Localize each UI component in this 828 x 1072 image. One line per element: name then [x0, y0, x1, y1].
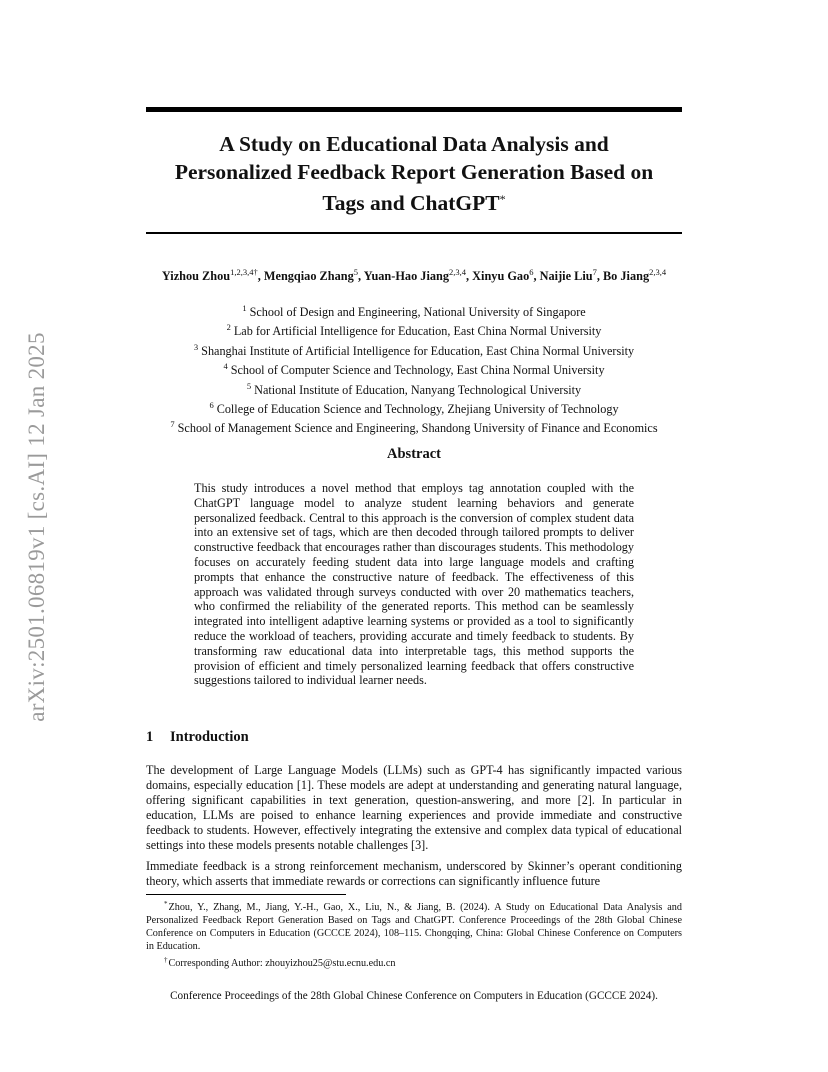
author-name: Yuan-Hao Jiang: [363, 269, 449, 283]
footnote-corresponding-author: [146, 954, 682, 971]
affiliation-number: 4: [223, 361, 228, 372]
affiliation: [120, 340, 708, 359]
affiliation-number: 3: [193, 341, 199, 352]
title-line-1: A Study on Educational Data Analysis and: [219, 132, 609, 156]
section-title: Introduction: [170, 729, 249, 745]
arxiv-identifier: arXiv:2501.06819v1 [cs.AI] 12 Jan 2025: [24, 332, 49, 722]
footnote-mark: †: [164, 955, 168, 964]
author-affiliation-marks: 7: [592, 267, 597, 277]
affiliation-text: Shanghai Institute of Artificial Intelligence for Education, East China Normal University: [201, 343, 635, 358]
affiliation-text: School of Management Science and Engineering, Shandong University of Finance and Economics: [177, 421, 658, 436]
affiliation-list: [120, 301, 708, 437]
arxiv-stamp: [19, 292, 55, 762]
author-name: Yizhou Zhou: [161, 269, 231, 283]
title-bottom-rule: [146, 232, 682, 234]
author-separator: ,: [357, 269, 364, 283]
page-footer: Conference Proceedings of the 28th Global Chinese Conference on Computers in Education (GCCCE 2024).: [170, 990, 658, 1002]
author-name: Xinyu Gao: [472, 269, 530, 283]
author-name: Naijie Liu: [539, 269, 593, 283]
affiliation-number: 5: [246, 380, 252, 391]
introduction-paragraph-2: Immediate feedback is a strong reinforcement mechanism, underscored by Skinner’s operant conditioning theory, which asserts that immediate rewards or corrections can significantly influence future: [146, 859, 682, 888]
title-line-3-text: Tags and ChatGPT: [322, 191, 500, 215]
footnote-text: Corresponding Author: zhouyizhou25@stu.ecnu.edu.cn: [168, 957, 396, 969]
author: [364, 269, 472, 283]
author-separator: ,: [466, 269, 473, 283]
author-name: Mengqiao Zhang: [263, 269, 354, 283]
affiliation-number: 7: [170, 419, 175, 430]
affiliation-text: College of Education Science and Technology, Zhejiang University of Technology: [216, 402, 619, 417]
affiliation: [120, 417, 708, 436]
affiliation: [120, 301, 708, 320]
section-number: 1: [146, 729, 154, 745]
affiliation: [120, 359, 708, 378]
affiliation: [120, 398, 708, 417]
affiliation: [120, 379, 708, 398]
author-separator: ,: [257, 269, 264, 283]
author: [540, 269, 603, 283]
author: [603, 269, 666, 283]
footnotes: [146, 898, 682, 971]
title-line-2: Personalized Feedback Report Generation Based on: [174, 159, 654, 184]
title-line-3: [146, 186, 682, 218]
footnote-citation: [146, 898, 682, 954]
affiliation-text: National Institute of Education, Nanyang Technological University: [254, 382, 582, 397]
author-list: [120, 267, 708, 284]
footnote-rule: [146, 894, 346, 895]
author: [162, 269, 264, 283]
affiliation-text: School of Computer Science and Technology, East China Normal University: [230, 363, 605, 378]
author: [264, 269, 364, 283]
affiliation-number: 1: [242, 303, 247, 313]
author-affiliation-marks: 5: [353, 267, 358, 277]
introduction-paragraph-1: The development of Large Language Models (LLMs) such as GPT-4 has significantly impacted various domains, especially education [1]. These models are adept at understanding and generating natural language, offering significant capabilities in text generation, question-answering, and more [2]. In particular in education, LLMs are poised to enhance learning experiences and provide immediate and constructive feedback to students. However, effectively integrating the extensive and complex data typical of educational settings into these models presents notable challenges [3].: [146, 763, 682, 852]
abstract-heading: Abstract: [387, 446, 441, 462]
affiliation-number: 2: [226, 322, 231, 333]
title-footnote-mark: *: [499, 192, 506, 206]
affiliation: [120, 320, 708, 339]
author: [472, 269, 539, 283]
author-affiliation-marks: 2,3,4: [649, 267, 667, 277]
footnote-text: Zhou, Y., Zhang, M., Jiang, Y.-H., Gao, X., Liu, N., & Jiang, B. (2024). A Study on Educational Data Analysis and Personalized Feedback Report Generation Based on Tags and ChatGPT. Conference Proceedings of the 28th Global Chinese Conference on Computers in Education (GCCCE 2024), 108–115. Chongqing, China: Global Chinese Conference on Computers in Education.: [146, 902, 682, 952]
paper-title: [146, 131, 682, 218]
author-name: Bo Jiang: [602, 269, 650, 283]
footnote-mark: *: [164, 900, 168, 908]
affiliation-text: Lab for Artificial Intelligence for Education, East China Normal University: [233, 324, 602, 339]
author-separator: ,: [596, 269, 603, 283]
title-top-rule: [146, 107, 682, 112]
affiliation-text: School of Design and Engineering, National University of Singapore: [249, 305, 586, 319]
abstract-text: This study introduces a novel method that employs tag annotation coupled with the ChatGPT language model to analyze student learning behaviors and generate personalized feedback. Central to this approach is the conversion of complex student data into an extensive set of tags, which are then decoded through tailored prompts to deliver constructive feedback that encourages rather than discourages students. This methodology focuses on accurately feeding student data into large language models and crafting prompts that enhance the constructive nature of feedback. The effectiveness of this approach was validated through surveys conducted with over 20 mathematics teachers, who confirmed the reliability of the generated reports. This method can be seamlessly integrated into intelligent adaptive learning systems or provided as a tool to significantly reduce the workload of teachers, providing accurate and timely feedback to students. By transforming raw educational data into interpretable tags, this method supports the provision of efficient and timely personalized learning feedback that offers constructive suggestions tailored to individual learner needs.: [194, 481, 634, 688]
section-heading-introduction: [146, 729, 249, 746]
author-affiliation-marks: 2,3,4: [449, 267, 466, 277]
affiliation-number: 6: [209, 400, 214, 411]
author-separator: ,: [533, 269, 540, 283]
author-affiliation-marks: 6: [529, 267, 534, 277]
author-affiliation-marks: 1,2,3,4†: [230, 267, 258, 277]
